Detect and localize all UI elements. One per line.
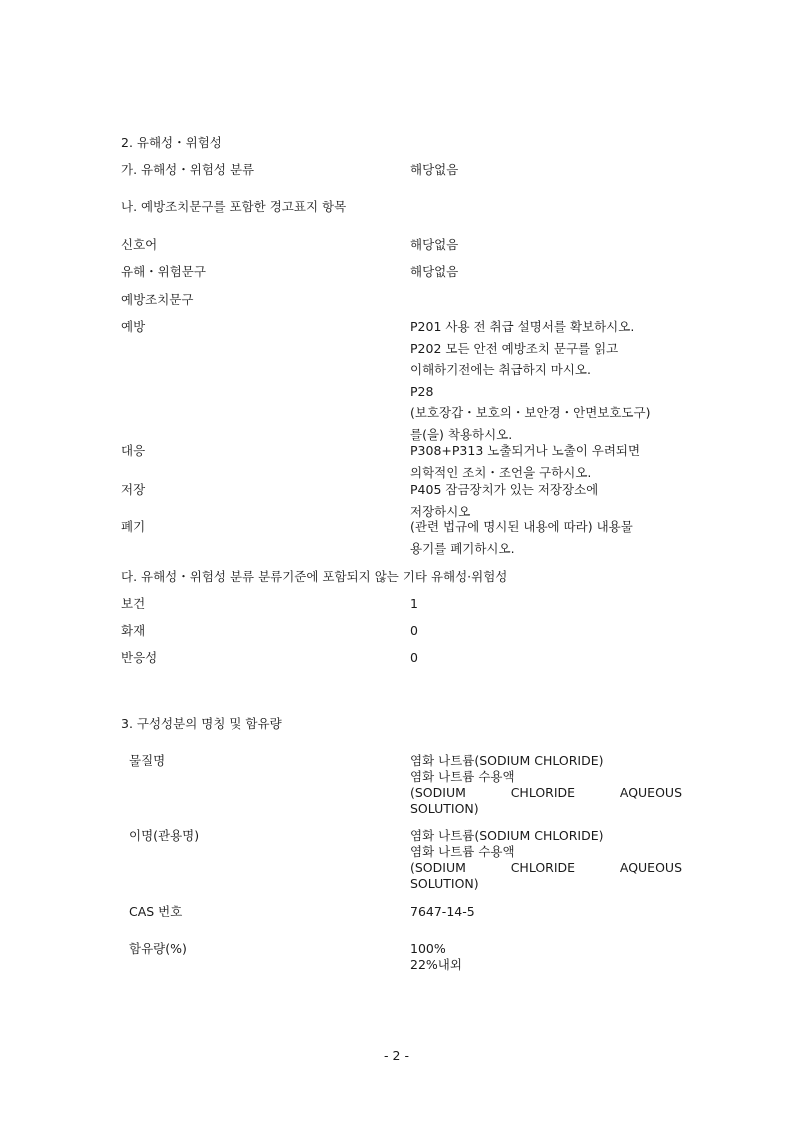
- signal-word-label: 신호어: [121, 237, 158, 252]
- synonym-label: 이명(관용명): [129, 828, 200, 843]
- justified-word: CHLORIDE: [510, 785, 576, 800]
- page-number: - 2 -: [384, 1048, 409, 1063]
- synonym-line: 염화 나트륨(SODIUM CHLORIDE): [410, 828, 604, 843]
- signal-word-value: 해당없음: [410, 237, 459, 252]
- response-label: 대응: [121, 443, 146, 458]
- other-hazards-title: 다. 유해성・위험성 분류 분류기준에 포함되지 않는 기타 유해성·위험성: [121, 569, 508, 584]
- prevention-line: 이해하기전에는 취급하지 마시오.: [410, 362, 591, 377]
- prevention-statements: [410, 316, 650, 445]
- storage-line: P405 잠금장치가 있는 저장장소에: [410, 482, 599, 497]
- response-line: 의학적인 조치・조언을 구하시오.: [410, 464, 592, 480]
- storage-label: 저장: [121, 482, 146, 497]
- storage-line: 저장하시오: [410, 503, 471, 519]
- substance-name-value: [410, 753, 682, 817]
- substance-name-line: 염화 나트륨(SODIUM CHLORIDE): [410, 753, 604, 768]
- content-label: 함유량(%): [129, 941, 187, 956]
- justified-word: AQUEOUS: [619, 860, 682, 875]
- synonym-line-justified: [410, 860, 682, 876]
- hazard-statement-label: 유해・위험문구: [121, 264, 206, 279]
- label-elements-title: 나. 예방조치문구를 포함한 경고표지 항목: [121, 199, 347, 214]
- synonym-value: [410, 828, 682, 892]
- prevention-line: 를(을) 착용하시오.: [410, 426, 513, 442]
- synonym-line: SOLUTION): [410, 876, 479, 891]
- justified-word: AQUEOUS: [619, 785, 682, 800]
- fire-value: 0: [410, 623, 418, 638]
- health-value: 1: [410, 596, 418, 611]
- response-line: P308+P313 노출되거나 노출이 우려되면: [410, 443, 641, 458]
- substance-name-label: 물질명: [129, 753, 166, 768]
- cas-label: CAS 번호: [129, 904, 183, 919]
- content-line: 100%: [410, 941, 446, 956]
- hazard-statement-value: 해당없음: [410, 264, 459, 279]
- classification-value: 해당없음: [410, 162, 459, 177]
- fire-label: 화재: [121, 623, 146, 638]
- health-label: 보건: [121, 596, 146, 611]
- disposal-statements: [410, 516, 633, 559]
- prevention-line: P202 모든 안전 예방조치 문구를 읽고: [410, 340, 619, 356]
- classification-label: 가. 유해성・위험성 분류: [121, 162, 255, 177]
- disposal-label: 폐기: [121, 519, 146, 534]
- disposal-line: (관련 법규에 명시된 내용에 따라) 내용물: [410, 519, 633, 534]
- section-2-heading: 2. 유해성・위험성: [121, 135, 222, 150]
- prevention-line: P28: [410, 383, 434, 399]
- reactivity-value: 0: [410, 650, 418, 665]
- content-value: [410, 941, 462, 973]
- prevention-line: P201 사용 전 취급 설명서를 확보하시오.: [410, 319, 635, 334]
- precautionary-title: 예방조치문구: [121, 292, 194, 307]
- justified-word: (SODIUM: [410, 785, 466, 800]
- substance-name-line: 염화 나트륨 수용액: [410, 769, 515, 784]
- justified-word: CHLORIDE: [510, 860, 576, 875]
- substance-name-line-justified: [410, 785, 682, 801]
- substance-name-line: SOLUTION): [410, 801, 479, 816]
- cas-value: 7647-14-5: [410, 904, 475, 919]
- disposal-line: 용기를 폐기하시오.: [410, 540, 515, 556]
- prevention-label: 예방: [121, 319, 146, 334]
- section-3-heading: 3. 구성성분의 명칭 및 함유량: [121, 716, 282, 731]
- prevention-line: (보호장갑・보호의・보안경・안면보호도구): [410, 405, 651, 420]
- response-statements: [410, 440, 640, 483]
- reactivity-label: 반응성: [121, 650, 158, 665]
- content-line: 22%내외: [410, 957, 462, 972]
- justified-word: (SODIUM: [410, 860, 466, 875]
- synonym-line: 염화 나트륨 수용액: [410, 844, 515, 859]
